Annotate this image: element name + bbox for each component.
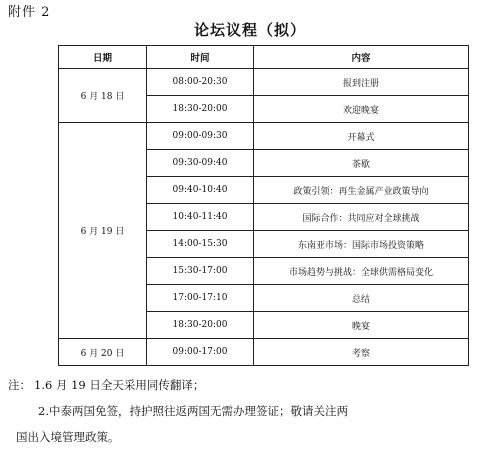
- date-cell: 6 月 18 日: [59, 69, 147, 123]
- table-header-row: [59, 46, 469, 69]
- time-cell: 18:30-20:00: [147, 312, 254, 339]
- note-item-2-continued: 国出入境管理政策。: [16, 430, 120, 444]
- table-row: [59, 339, 469, 366]
- time-cell: 08:00-20:30: [147, 69, 254, 96]
- content-cell: 政策引领：再生金属产业政策导向: [254, 177, 469, 204]
- content-cell: 市场趋势与挑战：全球供需格局变化: [254, 258, 469, 285]
- note-item-1: [8, 372, 494, 398]
- content-cell: 晚宴: [254, 312, 469, 339]
- table-row: [59, 123, 469, 150]
- agenda-table: [58, 45, 469, 366]
- time-cell: 18:30-20:00: [147, 96, 254, 123]
- page-title: 论坛议程（拟）: [193, 21, 306, 39]
- time-cell: 09:30-09:40: [147, 150, 254, 177]
- content-cell: 国际合作：共同应对全球挑战: [254, 204, 469, 231]
- note-text: 1.6 月 19 日全天采用同传翻译；: [34, 378, 205, 392]
- notes-section: [8, 372, 494, 450]
- content-cell: 东南亚市场：国际市场投资策略: [254, 231, 469, 258]
- content-cell: 欢迎晚宴: [254, 96, 469, 123]
- time-cell: 09:00-09:30: [147, 123, 254, 150]
- header-time: 时间: [147, 46, 254, 69]
- attachment-label: 附件 2: [8, 5, 51, 20]
- content-cell: 考察: [254, 339, 469, 366]
- time-cell: 17:00-17:10: [147, 285, 254, 312]
- time-cell: 09:40-10:40: [147, 177, 254, 204]
- time-cell: 09:00-17:00: [147, 339, 254, 366]
- header-content: 内容: [254, 46, 469, 69]
- date-cell: 6 月 19 日: [59, 123, 147, 339]
- time-cell: 10:40-11:40: [147, 204, 254, 231]
- time-cell: 14:00-15:30: [147, 231, 254, 258]
- date-cell: 6 月 20 日: [59, 339, 147, 366]
- header-date: 日期: [59, 46, 147, 69]
- note-item-2: 2.中泰两国免签，持护照往返两国无需办理签证；敬请关注两: [38, 404, 348, 418]
- notes-label: 注：: [8, 378, 31, 392]
- content-cell: 总结: [254, 285, 469, 312]
- content-cell: 茶歇: [254, 150, 469, 177]
- table-row: [59, 69, 469, 96]
- time-cell: 15:30-17:00: [147, 258, 254, 285]
- content-cell: 报到注册: [254, 69, 469, 96]
- content-cell: 开幕式: [254, 123, 469, 150]
